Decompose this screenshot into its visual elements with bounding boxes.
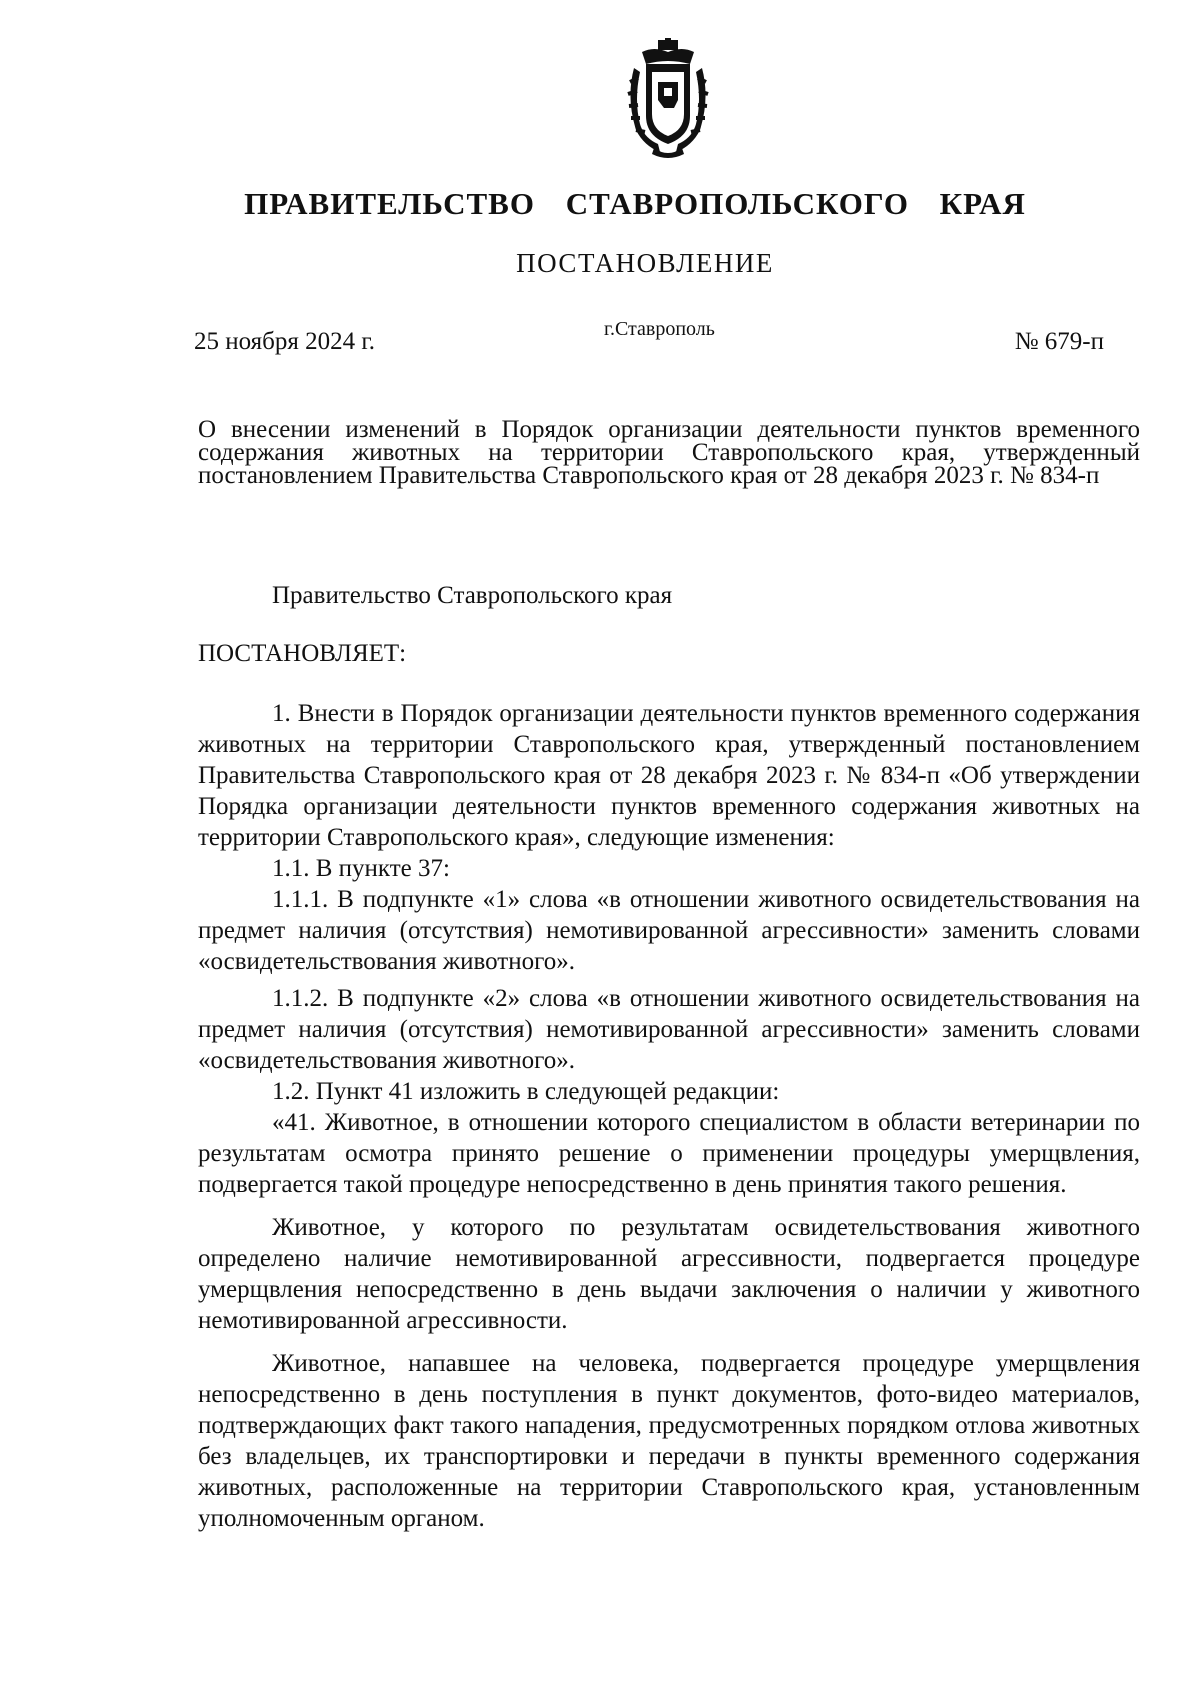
body-paragraph: «41. Животное, в отношении которого специалистом в области ветеринарии по результатам осмотра принято решение о применении процедуры умерщвления, подвергается такой процедуре непосредственно в день принятия такого решения. (198, 1109, 1140, 1198)
decrees-heading: ПОСТАНОВЛЯЕТ: (198, 640, 407, 667)
body-paragraph: Животное, напавшее на человека, подвергается процедуре умерщвления непосредственно в день поступления в пункт документов, фото-видео материалов, подтверждающих факт такого нападения, предусмотренных порядком отлова животных без владельцев, их транспортировки и передачи в пункты временного содержания животных, расположенные на территории Ставропольского края, установленным уполномоченным органом. (198, 1350, 1140, 1532)
document-body (198, 698, 1140, 1534)
body-paragraph: 1.2. Пункт 41 изложить в следующей редакции: (272, 1078, 780, 1105)
body-paragraph: 1. Внести в Порядок организации деятельности пунктов временного содержания животных на территории Ставропольского края, утвержденный постановлением Правительства Ставропольского края от 28 декабря 2023 г. № 834-п «Об утверждении Порядка организации деятельности пунктов временного содержания животных на территории Ставропольского края», следующие изменения: (198, 700, 1140, 851)
document-type: ПОСТАНОВЛЕНИЕ (516, 248, 774, 278)
document-subject: О внесении изменений в Порядок организации деятельности пунктов временного содержания животных на территории Ставропольского края, утвержденный постановлением Правительства Ставропольского края от 28 декабря 2023 г. № 834-п (198, 416, 1140, 489)
body-paragraph: 1.1.1. В подпункте «1» слова «в отношении животного освидетельствования на предмет наличия (отсутствия) немотивированной агрессивности» заменить словами «освидетельствования животного». (198, 886, 1140, 975)
body-paragraph: 1.1.2. В подпункте «2» слова «в отношении животного освидетельствования на предмет наличия (отсутствия) немотивированной агрессивности» заменить словами «освидетельствования животного». (198, 985, 1140, 1074)
issuer-name: Правительство Ставропольского края (272, 582, 673, 609)
body-paragraph: Животное, у которого по результатам освидетельствования животного определено наличие немотивированной агрессивности, подвергается процедуре умерщвления непосредственно в день выдачи заключения о наличии у животного немотивированной агрессивности. (198, 1214, 1140, 1334)
document-number: № 679-п (1014, 328, 1104, 355)
body-paragraph: 1.1. В пункте 37: (272, 855, 450, 882)
government-title: ПРАВИТЕЛЬСТВО СТАВРОПОЛЬСКОГО КРАЯ (244, 186, 1026, 221)
coat-of-arms-icon (624, 38, 712, 160)
document-date: 25 ноября 2024 г. (194, 328, 376, 355)
document-city: г.Ставрополь (604, 318, 715, 340)
